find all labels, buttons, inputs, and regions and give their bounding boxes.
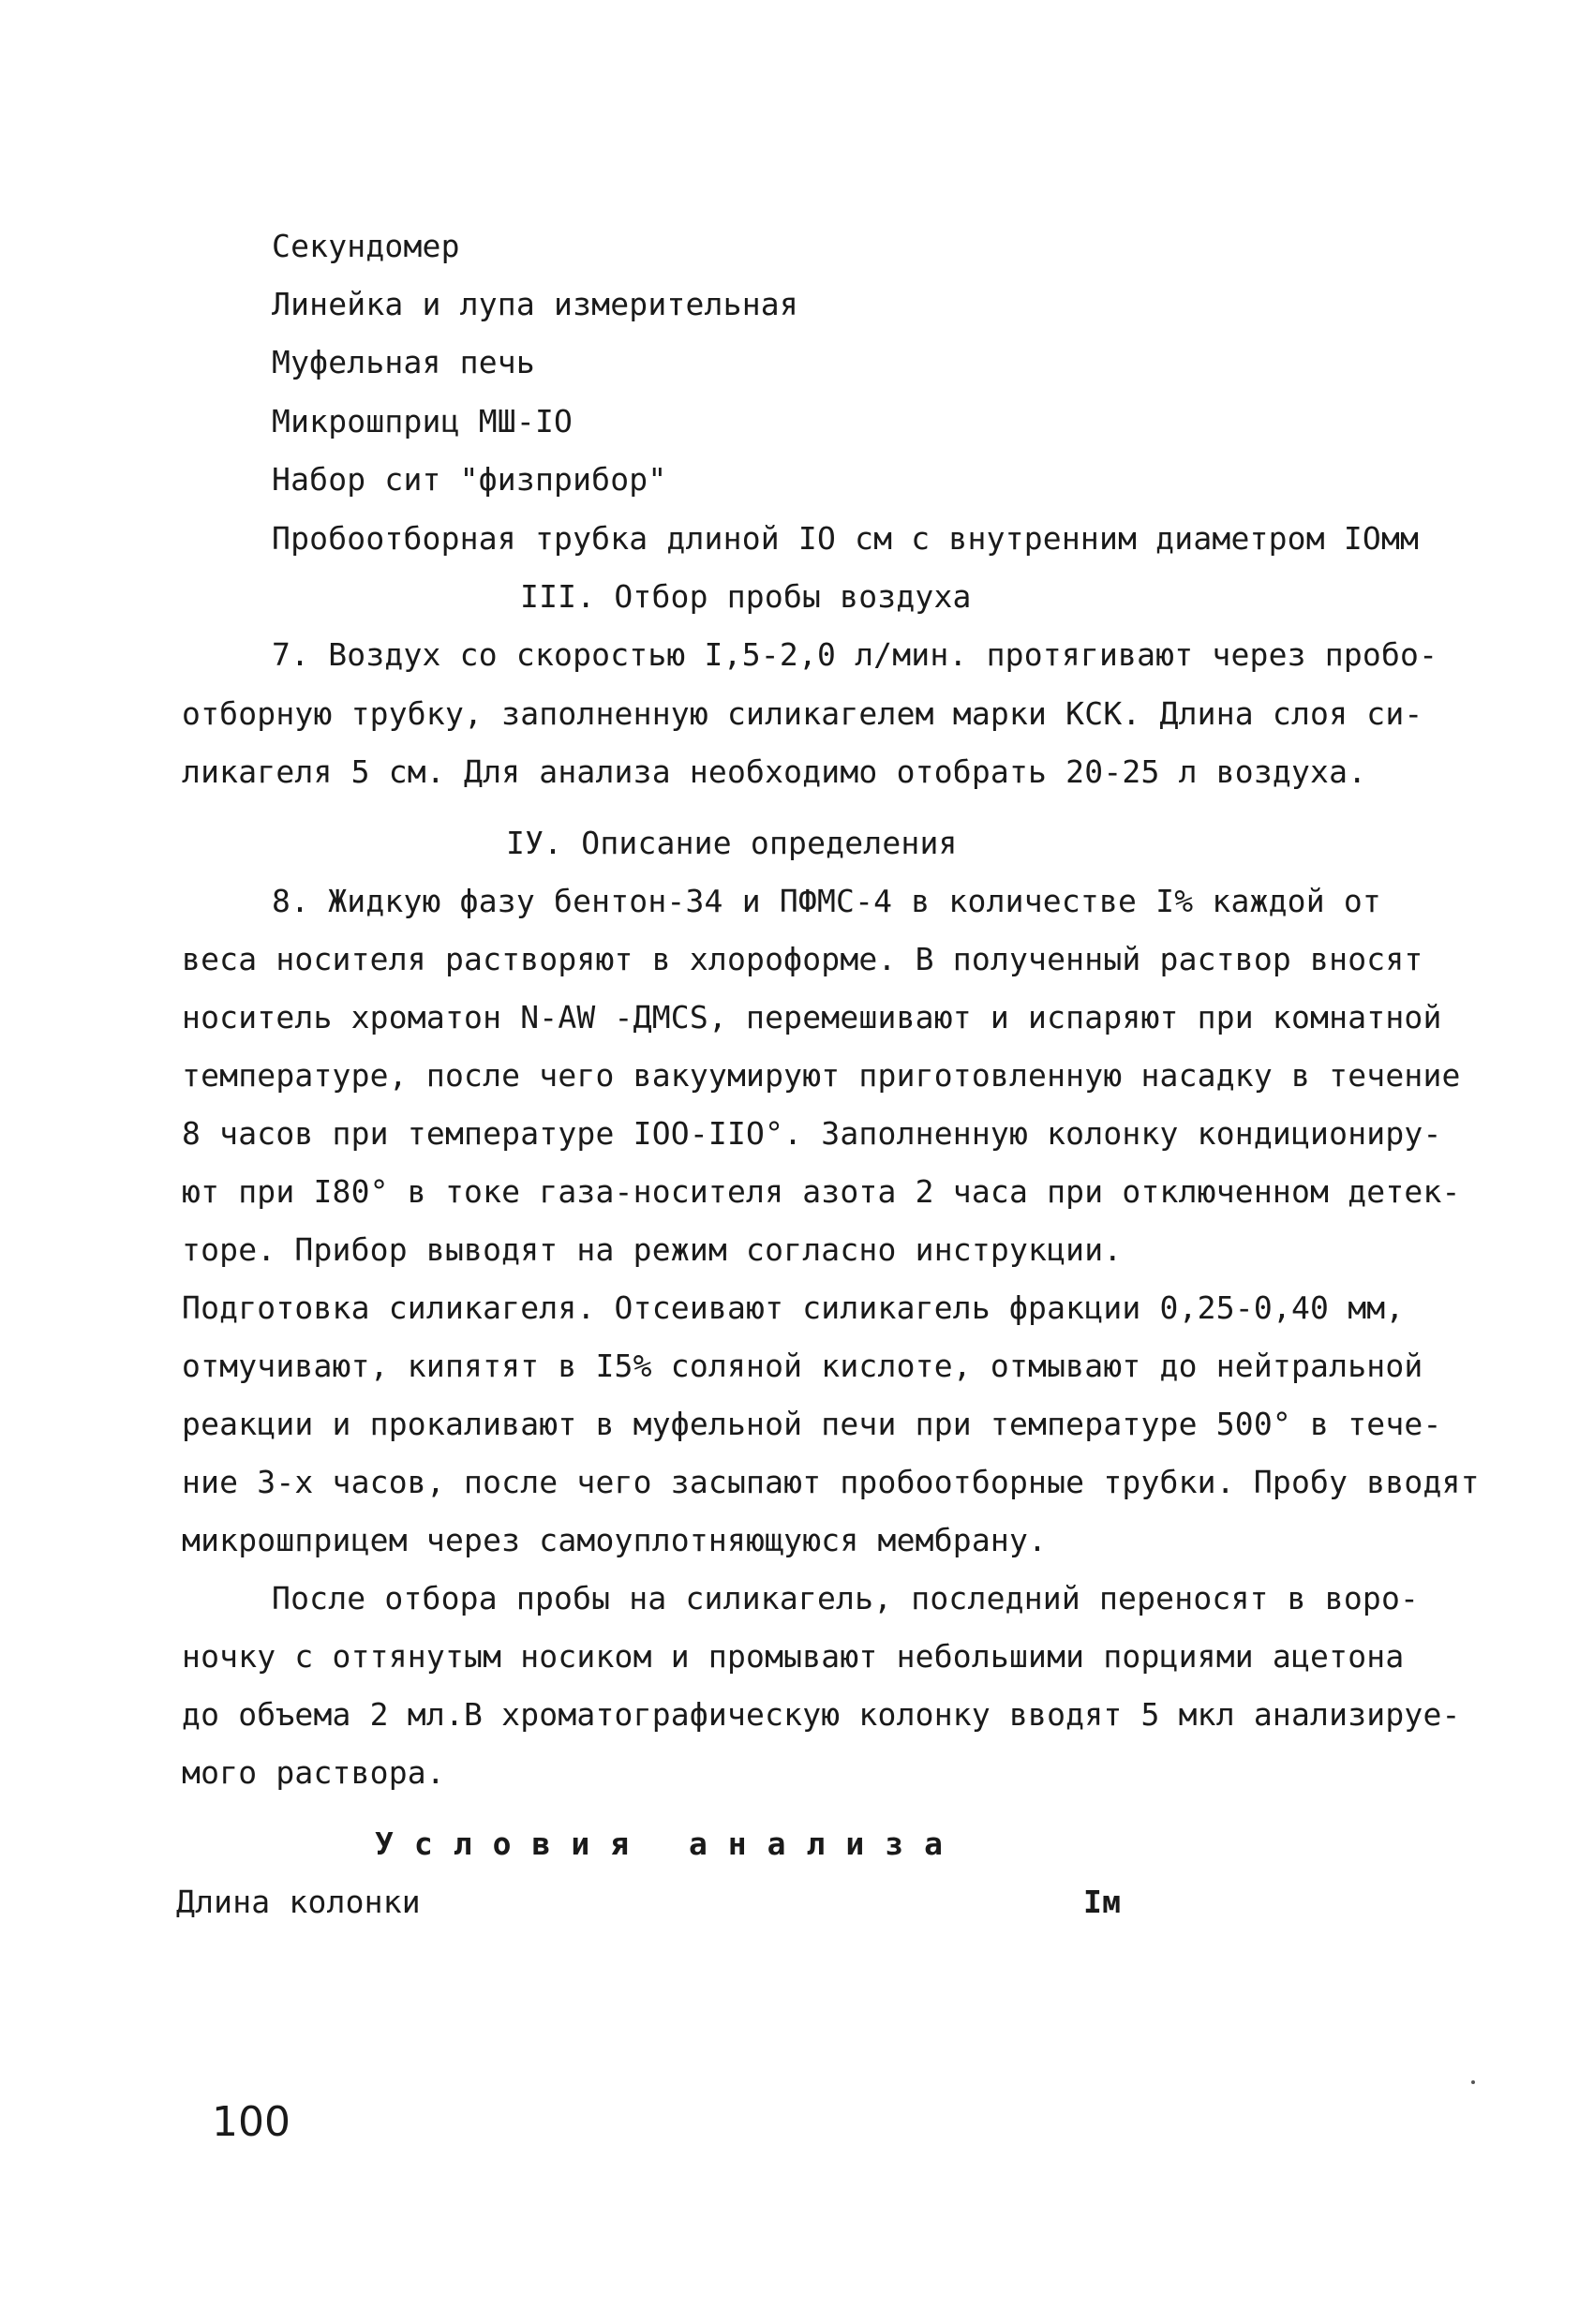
paragraph-line: температуре, после чего вакуумируют приготовленную насадку в течение: [182, 1057, 1461, 1094]
paragraph-line: ние 3-х часов, после чего засыпают пробоотборные трубки. Пробу вводят: [182, 1464, 1480, 1500]
equipment-item: Муфельная печь: [272, 344, 535, 380]
page-number: 100: [212, 2098, 290, 2146]
conditions-heading: Условия анализа: [375, 1825, 964, 1862]
paragraph-line: отмучивают, кипятят в I5% соляной кислоте, отмывают до нейтральной: [182, 1348, 1423, 1384]
section-heading: IУ. Описание определения: [506, 825, 958, 861]
paragraph-line: Подготовка силикагеля. Отсеивают силикагель фракции 0,25-0,40 мм,: [182, 1289, 1405, 1326]
section-heading: III. Отбор пробы воздуха: [520, 578, 972, 615]
condition-label: Длина колонки: [176, 1884, 421, 1920]
paragraph-line: мого раствора.: [182, 1754, 445, 1791]
paragraph-line: 8. Жидкую фазу бентон-34 и ПФМС-4 в количестве I% каждой от: [272, 883, 1381, 919]
paragraph-line: до объема 2 мл.В хроматографическую колонку вводят 5 мкл анализируе-: [182, 1696, 1461, 1733]
paragraph-line: 7. Воздух со скоростью I,5-2,0 л/мин. протягивают через пробо-: [272, 636, 1438, 673]
paragraph-line: микрошприцем через самоуплотняющуюся мембрану.: [182, 1522, 1048, 1558]
scan-speck: [1471, 2080, 1475, 2084]
equipment-item: Секундомер: [272, 228, 460, 264]
paragraph-line: 8 часов при температуре IOO-IIO°. Заполненную колонку кондициониру-: [182, 1115, 1442, 1152]
paragraph-line: ют при I80° в токе газа-носителя азота 2 часа при отключенном детек-: [182, 1173, 1461, 1210]
equipment-item: Микрошприц МШ-IO: [272, 403, 574, 439]
equipment-item: Линейка и лупа измерительная: [272, 286, 798, 322]
equipment-item: Пробоотборная трубка длиной IO см с внутренним диаметром IOмм: [272, 520, 1420, 557]
paragraph-line: отборную трубку, заполненную силикагелем марки КСК. Длина слоя си-: [182, 695, 1423, 732]
condition-value: Iм: [1083, 1884, 1122, 1920]
paragraph-line: ночку с оттянутым носиком и промывают небольшими порциями ацетона: [182, 1638, 1405, 1675]
equipment-item: Набор сит "физприбор": [272, 461, 667, 498]
paragraph-line: торе. Прибор выводят на режим согласно инструкции.: [182, 1231, 1123, 1268]
paragraph-line: веса носителя растворяют в хлороформе. В полученный раствор вносят: [182, 941, 1423, 977]
paragraph-line: реакции и прокаливают в муфельной печи при температуре 500° в тече-: [182, 1406, 1442, 1442]
paragraph-line: ликагеля 5 см. Для анализа необходимо отобрать 20-25 л воздуха.: [182, 753, 1367, 790]
paragraph-line: носитель хроматон N-AW -ДМCS, перемешивают и испаряют при комнатной: [182, 999, 1442, 1035]
paragraph-line: После отбора пробы на силикагель, последний переносят в воро-: [272, 1580, 1420, 1616]
